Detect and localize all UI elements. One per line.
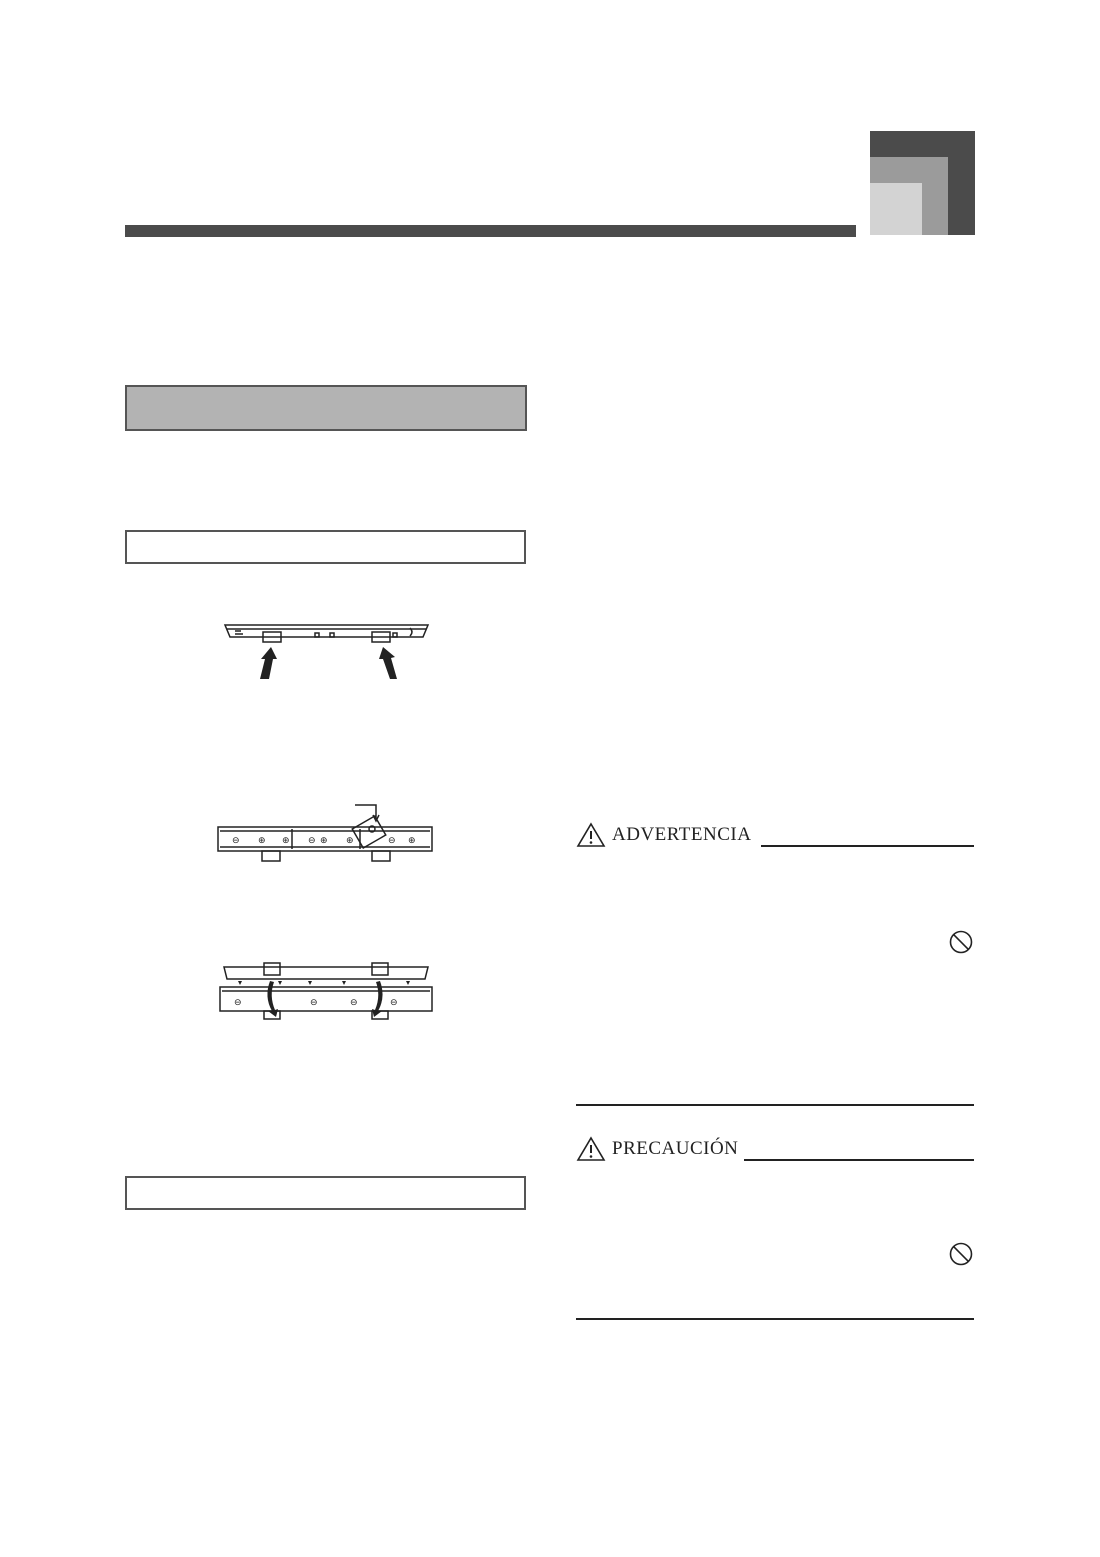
caution-end-rule	[576, 1318, 974, 1320]
svg-text:⊕: ⊕	[320, 836, 328, 846]
svg-text:⊕: ⊕	[408, 836, 416, 846]
svg-text:⊖: ⊖	[310, 998, 318, 1008]
svg-text:⊖: ⊖	[232, 836, 240, 846]
subsection-box-2	[125, 1176, 526, 1210]
warning-notice	[576, 820, 974, 850]
svg-text:⊖: ⊖	[308, 836, 316, 846]
warning-end-rule	[576, 1104, 974, 1106]
section-heading-banner	[125, 385, 527, 431]
warning-triangle-icon	[576, 822, 606, 848]
caution-title-rule	[744, 1159, 974, 1161]
subsection-box-1	[125, 530, 526, 564]
svg-text:⊕: ⊕	[346, 836, 354, 846]
warning-header	[576, 820, 974, 850]
svg-text:⊖: ⊖	[350, 998, 358, 1008]
cover-replace-illustration	[210, 955, 440, 1025]
warning-title: ADVERTENCIA	[612, 824, 752, 845]
svg-text:⊖: ⊖	[234, 998, 242, 1008]
header-rule	[125, 225, 856, 237]
svg-text:⊕: ⊕	[258, 836, 266, 846]
caution-header	[576, 1134, 974, 1164]
cover-release-illustration	[215, 615, 440, 685]
prohibited-circle-icon	[948, 1241, 974, 1267]
svg-text:⊖: ⊖	[388, 836, 396, 846]
svg-text:⊖: ⊖	[390, 998, 398, 1008]
caution-title: PRECAUCIÓN	[612, 1138, 739, 1159]
svg-text:⊕: ⊕	[282, 836, 290, 846]
corner-square-light	[870, 183, 922, 235]
warning-title-rule	[761, 845, 974, 847]
battery-insertion-illustration	[210, 795, 440, 875]
caution-notice	[576, 1134, 974, 1164]
warning-triangle-icon	[576, 1136, 606, 1162]
prohibited-circle-icon	[948, 929, 974, 955]
